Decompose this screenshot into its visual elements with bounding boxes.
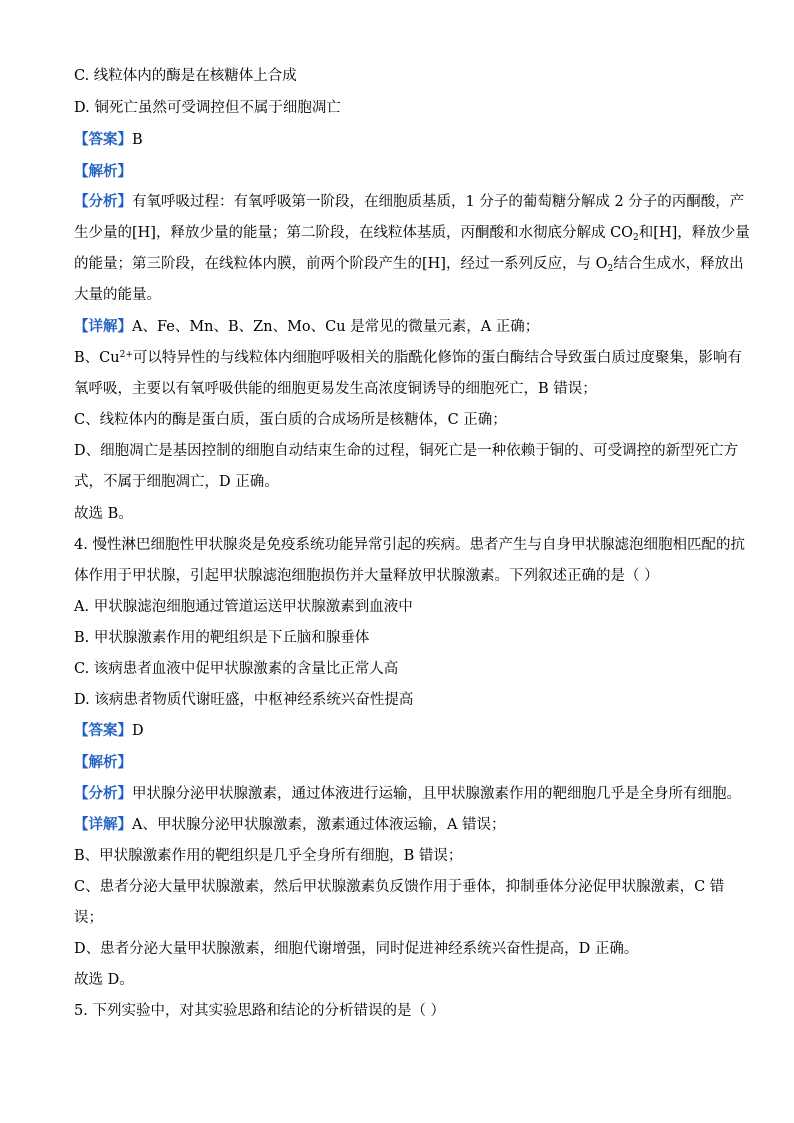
answer-tag: 【答案】 xyxy=(74,722,132,739)
fenxi-text: 甲状腺分泌甲状腺激素，通过体液进行运输，且甲状腺激素作用的靶细胞几乎是全身所有细胞。 xyxy=(132,786,741,802)
q4-stem-line-2: 体作用于甲状腺，引起甲状腺滤泡细胞损伤并大量释放甲状腺激素。下列叙述正确的是（ ） xyxy=(74,568,659,584)
q3-option-d: D. 铜死亡虽然可受调控但不属于细胞凋亡 xyxy=(74,100,341,116)
q3-xiangjie-b-line-2: 氧呼吸，主要以有氧呼吸供能的细胞更易发生高浓度铜诱导的细胞死亡，B 错误； xyxy=(74,381,597,397)
q4-fenxi xyxy=(74,784,741,804)
subscript: 2 xyxy=(633,233,639,243)
q3-fenxi-line-3 xyxy=(74,254,744,274)
q4-xiangjie-c-line-1: C、患者分泌大量甲状腺激素，然后甲状腺激素负反馈作用于垂体，抑制垂体分泌促甲状腺激素，C 错 xyxy=(74,879,725,895)
xiangjie-text: B、Cu xyxy=(74,350,120,366)
q4-option-a: A. 甲状腺滤泡细胞通过管道运送甲状腺激素到血液中 xyxy=(74,599,413,615)
fenxi-text: 生少量的[H]，释放少量的能量；第二阶段，在线粒体基质，丙酮酸和水彻底分解成 CO xyxy=(74,225,634,241)
q4-option-d: D. 该病患者物质代谢旺盛，中枢神经系统兴奋性提高 xyxy=(74,692,414,708)
q3-option-c: C. 线粒体内的酶是在核糖体上合成 xyxy=(74,68,297,84)
analysis-tag: 【解析】 xyxy=(74,754,132,771)
q3-xiangjie-c: C、线粒体内的酶是蛋白质，蛋白质的合成场所是核糖体，C 正确； xyxy=(74,412,507,428)
q3-fenxi-line-1 xyxy=(74,192,745,212)
q3-fenxi-line-2 xyxy=(74,223,750,243)
q4-option-c: C. 该病患者血液中促甲状腺激素的含量比正常人高 xyxy=(74,661,399,677)
fenxi-text: 的能量；第三阶段，在线粒体内膜，前两个阶段产生的[H]，经过一系列反应，与 O xyxy=(74,256,608,272)
fenxi-text: 结合生成水，释放出 xyxy=(613,256,744,272)
q3-conclusion: 故选 B。 xyxy=(74,506,133,522)
q3-answer xyxy=(74,130,734,150)
xiangjie-text: A、Fe、Mn、B、Zn、Mo、Cu 是常见的微量元素，A 正确； xyxy=(132,319,540,335)
q4-answer xyxy=(74,721,734,741)
fenxi-tag: 【分析】 xyxy=(74,785,132,802)
fenxi-text: 和[H]，释放少量 xyxy=(638,225,750,241)
q4-conclusion: 故选 D。 xyxy=(74,972,134,988)
answer-value: D xyxy=(132,723,144,739)
subscript: 2 xyxy=(607,264,614,274)
superscript: 2+ xyxy=(119,350,133,360)
xiangjie-tag: 【详解】 xyxy=(74,816,132,833)
q3-fenxi-line-4: 大量的能量。 xyxy=(74,287,161,303)
q4-analysis-heading xyxy=(74,753,734,773)
q3-analysis-heading xyxy=(74,162,734,182)
xiangjie-text: 可以特异性的与线粒体内细胞呼吸相关的脂酰化修饰的蛋白酶结合导致蛋白质过度聚集，影响有 xyxy=(132,350,742,366)
q4-option-b: B. 甲状腺激素作用的靶组织是下丘脑和腺垂体 xyxy=(74,630,370,646)
q3-xiangjie-b-line-1 xyxy=(74,348,742,368)
answer-value: B xyxy=(132,132,143,148)
analysis-tag: 【解析】 xyxy=(74,163,132,180)
fenxi-text: 有氧呼吸过程：有氧呼吸第一阶段，在细胞质基质，1 分子的葡萄糖分解成 2 分子的丙酮酸，产 xyxy=(132,194,745,210)
xiangjie-tag: 【详解】 xyxy=(74,318,132,335)
xiangjie-text: A、甲状腺分泌甲状腺激素，激素通过体液运输，A 错误； xyxy=(132,817,506,833)
q4-xiangjie-b: B、甲状腺激素作用的靶组织是几乎全身所有细胞，B 错误； xyxy=(74,848,463,864)
q3-xiangjie-d-line-1: D、细胞凋亡是基因控制的细胞自动结束生命的过程，铜死亡是一种依赖于铜的、可受调控的新型死亡方 xyxy=(74,443,739,459)
q3-xiangjie-a xyxy=(74,317,734,337)
q3-xiangjie-d-line-2: 式，不属于细胞凋亡，D 正确。 xyxy=(74,474,279,490)
q4-xiangjie-a xyxy=(74,815,734,835)
q4-xiangjie-c-line-2: 误； xyxy=(74,910,103,926)
fenxi-tag: 【分析】 xyxy=(74,193,132,210)
q5-stem: 5. 下列实验中，对其实验思路和结论的分析错误的是（ ） xyxy=(74,1003,446,1019)
q4-xiangjie-d: D、患者分泌大量甲状腺激素，细胞代谢增强，同时促进神经系统兴奋性提高，D 正确。 xyxy=(74,941,639,957)
answer-tag: 【答案】 xyxy=(74,131,132,148)
q4-stem-line-1: 4. 慢性淋巴细胞性甲状腺炎是免疫系统功能异常引起的疾病。患者产生与自身甲状腺滤泡细胞相匹配的抗 xyxy=(74,537,745,553)
